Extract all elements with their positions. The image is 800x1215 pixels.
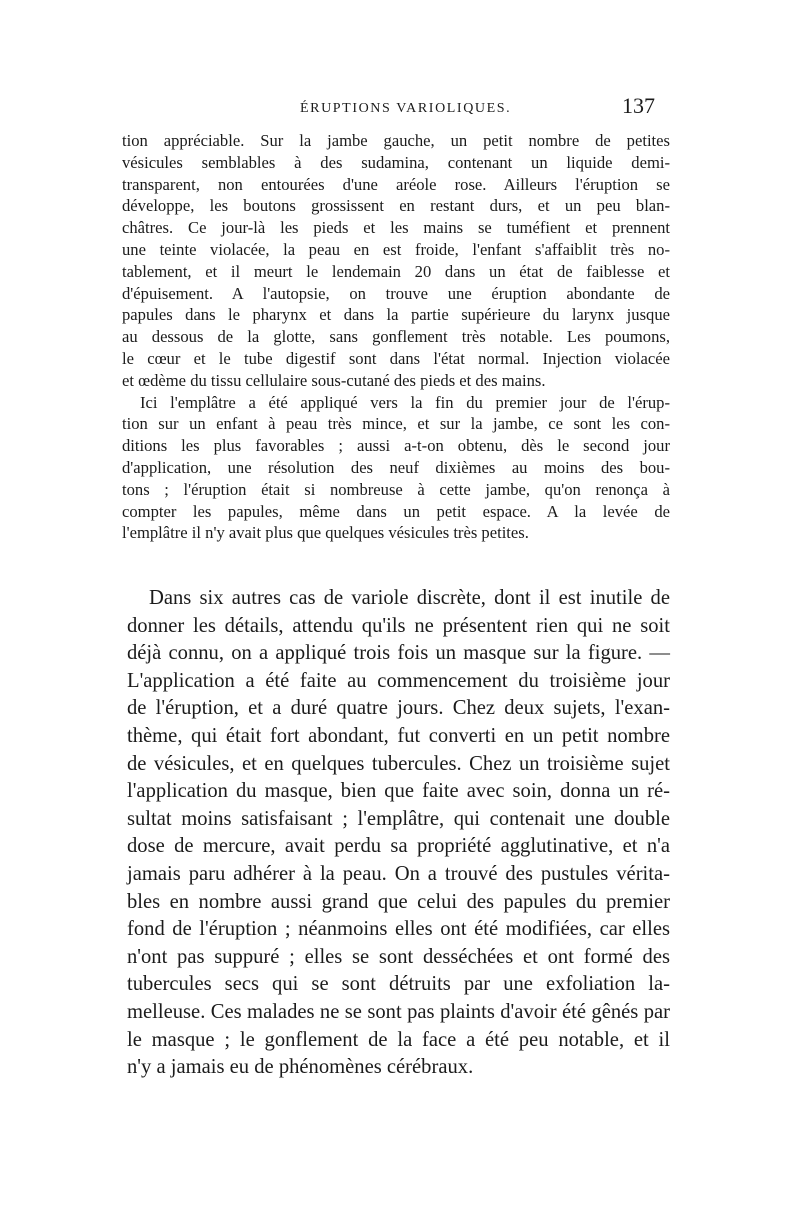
text-line: châtres. Ce jour-là les pieds et les mains se tuméfient et prennent [122, 218, 670, 238]
text-line: de l'éruption, et a duré quatre jours. Chez deux sujets, l'exan- [127, 697, 670, 720]
text-line: développe, les boutons grossissent en restant durs, et un peu blan- [122, 196, 670, 216]
text-line: ditions les plus favorables ; aussi a-t-on obtenu, dès le second jour [122, 436, 670, 456]
text-line: tubercules secs qui se sont détruits par une exfoliation la- [127, 973, 670, 996]
case-report-paragraphs [122, 130, 670, 544]
text-line: compter les papules, même dans un petit espace. A la levée de [122, 501, 670, 521]
text-line: n'y a jamais eu de phénomènes cérébraux. [127, 1056, 474, 1079]
text-line: l'emplâtre il n'y avait plus que quelques vésicules très petites. [122, 523, 529, 543]
text-line: jamais paru adhérer à la peau. On a trouvé des pustules vérita- [127, 862, 670, 885]
text-line: L'application a été faite au commencement du troisième jour [127, 669, 670, 692]
text-line: n'ont pas suppuré ; elles se sont desséchées et ont formé des [127, 945, 670, 968]
text-line: donner les détails, attendu qu'ils ne présentent rien qui ne soit [127, 614, 670, 637]
text-line: fond de l'éruption ; néanmoins elles ont été modifiées, car elles [127, 918, 670, 941]
text-line: tion sur un enfant à peau très mince, et sur la jambe, ce sont les con- [122, 414, 670, 434]
text-line: d'épuisement. A l'autopsie, on trouve une éruption abondante de [122, 283, 670, 303]
text-line: tablement, et il meurt le lendemain 20 dans un état de faiblesse et [122, 261, 670, 281]
text-line: l'application du masque, bien que faite avec soin, donna un ré- [127, 780, 670, 803]
text-line: Ici l'emplâtre a été appliqué vers la fin du premier jour de l'érup- [140, 392, 670, 412]
text-line: transparent, non entourées d'une aréole rose. Ailleurs l'éruption se [122, 174, 670, 194]
text-line: le cœur et le tube digestif sont dans l'état normal. Injection violacée [122, 348, 670, 368]
text-line: le masque ; le gonflement de la face a été peu notable, et il [127, 1028, 670, 1051]
main-paragraph [127, 585, 670, 1082]
text-line: dose de mercure, avait perdu sa propriété agglutinative, et n'a [127, 835, 670, 858]
page-number: 137 [622, 93, 655, 118]
running-title: ÉRUPTIONS VARIOLIQUES. [300, 101, 512, 116]
running-head [0, 93, 800, 123]
text-line: une teinte violacée, la peau en est froide, l'enfant s'affaiblit très no- [122, 239, 670, 259]
text-line: et œdème du tissu cellulaire sous-cutané des pieds et des mains. [122, 370, 546, 390]
text-line: de vésicules, et en quelques tubercules. Chez un troisième sujet [127, 752, 670, 775]
text-line: bles en nombre aussi grand que celui des papules du premier [127, 890, 670, 913]
text-line: tion appréciable. Sur la jambe gauche, un petit nombre de petites [122, 131, 670, 150]
text-line: au dessous de la glotte, sans gonflement très notable. Les poumons, [122, 327, 670, 347]
text-line: sultat moins satisfaisant ; l'emplâtre, qui contenait une double [127, 807, 670, 830]
text-line: d'application, une résolution des neuf dixièmes au moins des bou- [122, 457, 670, 477]
text-line: déjà connu, on a appliqué trois fois un masque sur la figure. — [127, 642, 670, 665]
text-line: papules dans le pharynx et dans la partie supérieure du larynx jusque [122, 305, 670, 325]
text-line: tons ; l'éruption était si nombreuse à cette jambe, qu'on renonça à [122, 479, 670, 499]
text-line: vésicules semblables à des sudamina, contenant un liquide demi- [122, 152, 670, 172]
text-line: melleuse. Ces malades ne se sont pas plaints d'avoir été gênés par [127, 1000, 670, 1023]
text-line: thème, qui était fort abondant, fut converti en un petit nombre [127, 724, 670, 747]
text-line: Dans six autres cas de variole discrète, dont il est inutile de [149, 587, 670, 609]
